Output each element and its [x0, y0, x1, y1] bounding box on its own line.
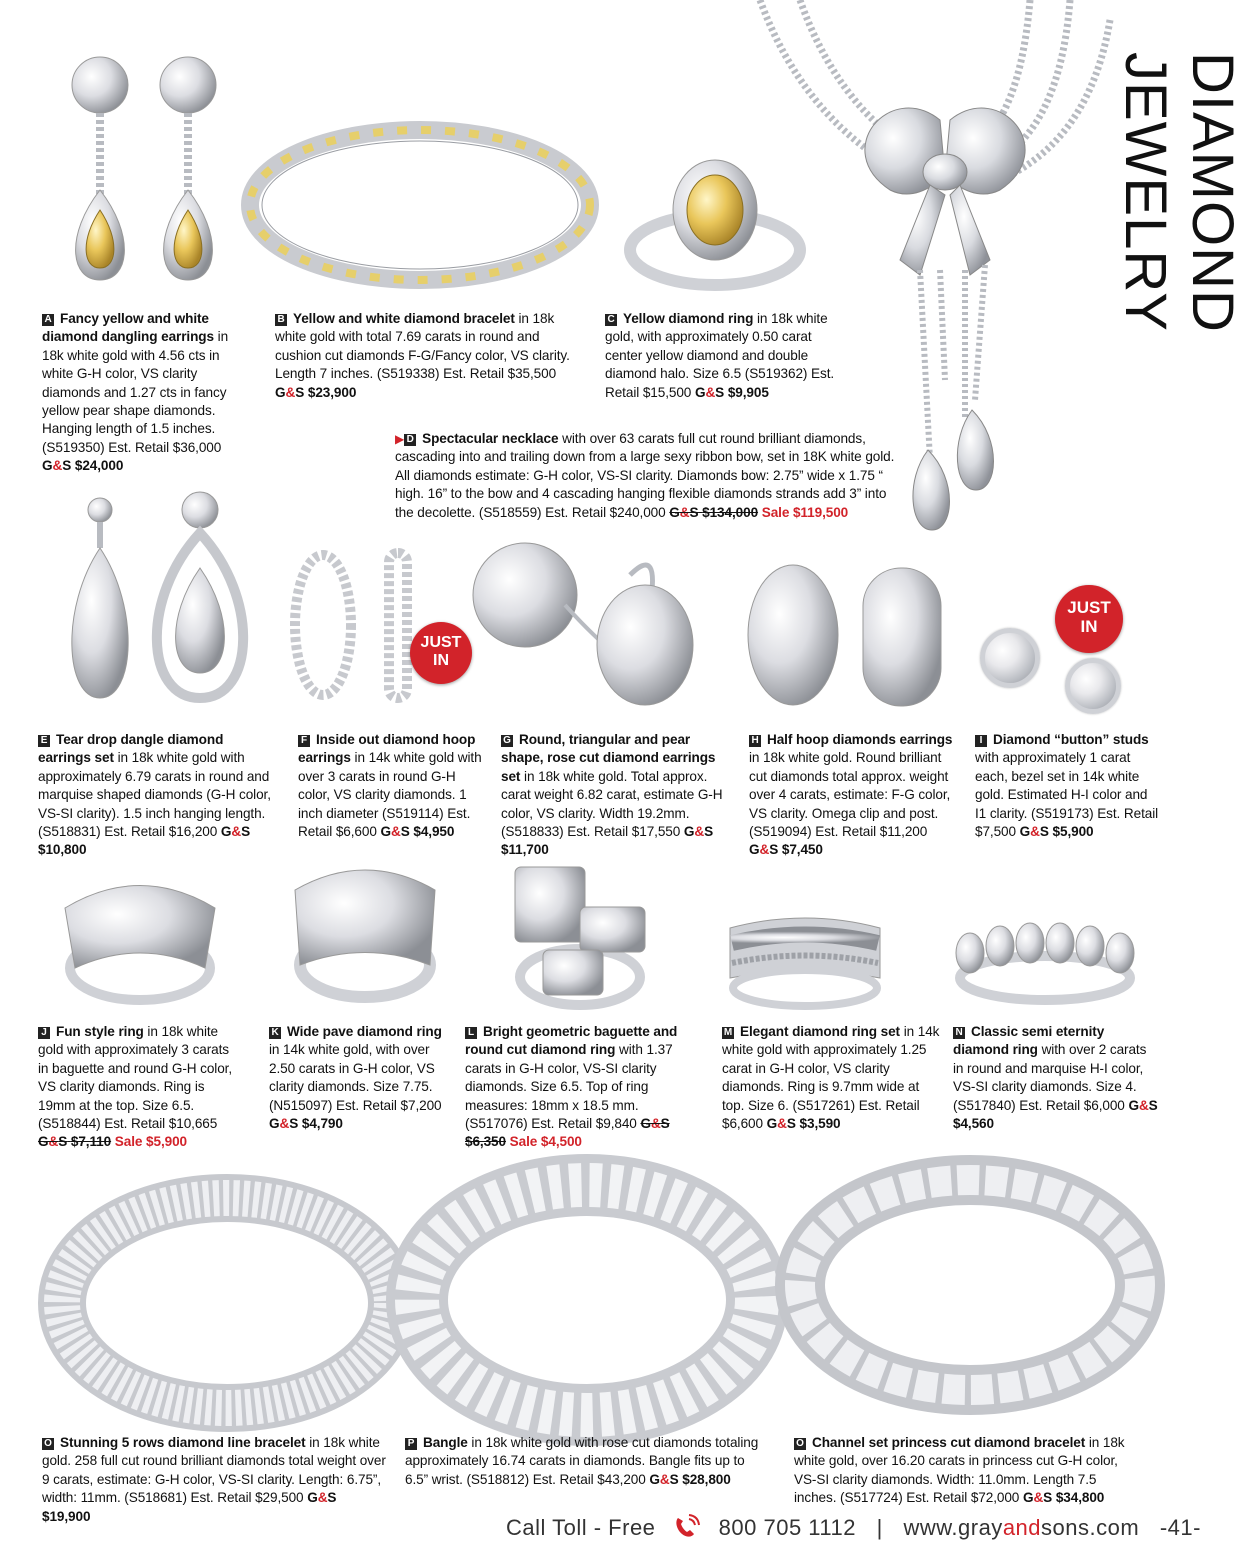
item-h-text: H Half hoop diamonds earrings in 18k white gold. Round brilliant cut diamonds total approx. weight over 4 carats, estimate: F-G color, VS clarity. Omega clip and post. (S519094) Est. Retail $11,200 G&S $7,450 [749, 732, 953, 858]
item-l-text: L Bright geometric baguette and round cut diamond ring with 1.37 carats in G-H color, VS-SI clarity diamonds. Size 6.5. Top of ring measures: 18mm x 18.5 mm. (S517076) Est. Retail $9,840 G&S $6,350 Sale $4,500 [465, 1024, 678, 1150]
item-m-price: $3,590 [799, 1116, 841, 1132]
letter-n: N [953, 1027, 965, 1039]
item-c-price: $9,905 [727, 384, 769, 400]
item-l-name: Bright geometric baguette and round cut diamond ring [465, 1024, 678, 1058]
item-d-name: Spectacular necklace [422, 431, 559, 446]
item-d-old-price: $134,000 [702, 504, 759, 520]
item-l-body: with 1.37 carats in G-H color, VS-SI clarity diamonds. Size 6.5. Top of ring measures: 18mm x 18.5 mm. (S517076) Est. Retail $9,840 [465, 1042, 673, 1132]
letter-f: F [298, 735, 310, 747]
item-b-name: Yellow and white diamond bracelet [293, 311, 515, 326]
letter-m: M [723, 1027, 733, 1038]
item-e-text: E Tear drop dangle diamond earrings set in 18k white gold with approximately 6.79 carats in round and marquise shaped diamonds (G-H color, VS-SI clarity). 1.5 inch hanging length. (S518831) Est. Retail $16,200 G&S $10,800 [38, 732, 271, 858]
item-o2-name: Channel set princess cut diamond bracelet [812, 1435, 1086, 1450]
item-d-text: ▶ D Spectacular necklace with over 63 carats full cut round brilliant diamonds, cascading into and trailing down from a large sexy ribbon bow, set in 18K white gold. All diamonds estimate: G-H color, VS-SI clarity. Diamonds bow: 2.75” wide x 1.75 “ high. 16” to the bow and 4 cascading hanging flexible diamonds strands add 3” into the decolette. (S518559) Est. Retail $240,000 G&S $134,000 Sale $119,500 [395, 431, 895, 520]
letter-e: E [38, 735, 50, 747]
letter-b: B [275, 314, 287, 326]
item-d-body: with over 63 carats full cut round brilliant diamonds, cascading into and trailing down from a large sexy ribbon bow, set in 18K white gold. All diamonds estimate: G-H color, VS-SI clarity. Diamonds bow: 2.75” wide x 1.75 “ high. 16” to the bow and 4 cascading hanging flexible diamonds strands add 3” into the decolette. (S518559) Est. Retail $240,000 [395, 431, 895, 520]
letter-o1: O [42, 1438, 54, 1450]
item-j-text: J Fun style ring in 18k white gold with approximately 3 carats in baguette and round G-H color, VS clarity diamonds. Ring is 19mm at the top. Size 6.5. (S518844) Est. Retail $10,665 G&S $7,110 Sale $5,900 [38, 1024, 233, 1150]
earrings-a-image [55, 40, 235, 290]
ring-c-image [615, 155, 815, 295]
bracelet-o1-image [40, 1175, 415, 1430]
item-p-name: Bangle [423, 1435, 468, 1450]
earrings-g-image [470, 535, 720, 710]
item-g-name: Round, triangular and pear shape, rose cut diamond earrings set [501, 732, 716, 784]
page-title: DIAMOND JEWELRY [1113, 52, 1245, 333]
arrow-right-icon: ▶ [395, 432, 405, 446]
item-c-text: C Yellow diamond ring in 18k white gold, with approximately 0.50 carat center yellow diamond and double diamond halo. Size 6.5 (S519362) Est. Retail $15,500 G&S $9,905 [605, 311, 835, 400]
item-o2-body: in 18k white gold, over 16.20 carats in princess cut G-H color, VS-SI clarity diamonds. Width: 11.0mm. Length 7.5 inches. (S517724) Est. Retail $72,000 [794, 1435, 1125, 1506]
item-f-price: $4,950 [413, 824, 455, 840]
item-o1-body: in 18k white gold. 258 full cut round brilliant diamonds total weight over 9 carats, estimate: G-H color, VS-SI clarity. Length: 6.75”, width: 11mm. (S518681) Est. Retail $29,500 [42, 1435, 386, 1506]
item-n-body: with over 2 carats in round and marquise H-I color, VS-SI clarity diamonds. Size 4. (S517840) Est. Retail $6,000 [953, 1042, 1147, 1113]
just-in-badge-i: JUST IN [1055, 585, 1123, 653]
bracelet-o2-image [775, 1150, 1165, 1420]
item-b-price: $23,900 [307, 384, 357, 400]
item-i-name: Diamond “button” studs [993, 732, 1149, 747]
item-a-text: A Fancy yellow and white diamond dangling earrings in 18k white gold with 4.56 cts in white G-H color, VS clarity diamonds and 1.27 cts in fancy yellow pear shape diamonds. Hanging length of 1.5 inches. (S519350) Est. Retail $36,000 G&S $24,000 [42, 311, 229, 474]
item-k-body: in 14k white gold, with over 2.50 carats in G-H color, VS clarity diamonds. Size 7.75. (N515097) Est. Retail $7,200 [269, 1042, 442, 1113]
item-n-text: N Classic semi eternity diamond ring with over 2 carats in round and marquise H-I color, VS-SI clarity diamonds. Size 4. (S517840) Est. Retail $6,000 G&S $4,560 [953, 1024, 1158, 1132]
item-o1-price: $19,900 [42, 1508, 91, 1524]
bangle-p-image [395, 1150, 780, 1435]
item-g-body: in 18k white gold. Total approx. carat weight 6.82 carat, estimate G-H color, VS clarity. Width 19.2mm. (S518833) Est. Retail $17,550 [501, 768, 723, 840]
earrings-h-image [745, 560, 945, 710]
footer-separator: | [876, 1515, 883, 1540]
item-k-name: Wide pave diamond ring [287, 1024, 442, 1039]
item-g-price: $11,700 [501, 842, 549, 858]
bracelet-b-image [240, 110, 600, 300]
item-b-text: B Yellow and white diamond bracelet in 18k white gold with total 7.69 carats in round and cushion cut diamonds F-G/Fancy color, VS clarity. Length 7 inches. (S519338) Est. Retail $35,500 G&S $23,900 [275, 311, 570, 400]
item-i-price: $5,900 [1052, 824, 1094, 840]
item-f-name: Inside out diamond hoop earrings [298, 732, 476, 766]
item-k-text: K Wide pave diamond ring in 14k white gold, with over 2.50 carats in G-H color, VS clarity diamonds. Size 7.75. (N515097) Est. Retail $7,200 G&S $4,790 [269, 1024, 442, 1132]
letter-g: G [501, 735, 513, 747]
item-o1-text: O Stunning 5 rows diamond line bracelet in 18k white gold. 258 full cut round brilliant diamonds total weight over 9 carats, estimate: G-H color, VS-SI clarity. Length: 6.75”, width: 11mm. (S518681) Est. Retail $29,500 G&S $19,900 [42, 1435, 386, 1524]
letter-d: D [404, 434, 416, 446]
letter-a: A [42, 314, 54, 326]
letter-o2: O [794, 1438, 806, 1450]
item-g-text: G Round, triangular and pear shape, rose cut diamond earrings set in 18k white gold. Total approx. carat weight 6.82 carat, estimate G-H color, VS clarity. Width 19.2mm. (S518833) Est. Retail $17,550 G&S $11,700 [501, 732, 723, 858]
item-i-body: with approximately 1 carat each, bezel set in 14k white gold. Estimated H-I color and I1 clarity. (S519173) Est. Retail $7,500 [975, 750, 1159, 840]
item-e-price: $10,800 [38, 842, 87, 858]
item-h-body: in 18k white gold. Round brilliant cut diamonds total approx. weight over 4 carats, estimate: F-G color, VS clarity. Omega clip and post. (S519094) Est. Retail $11,200 [749, 750, 951, 840]
item-p-body: in 18k white gold with rose cut diamonds totaling approximately 16.74 carats in diamonds. Bangle fits up to 6.5” wrist. (S518812) Est. Retail $43,200 [405, 1435, 759, 1487]
letter-i: I [975, 735, 987, 747]
stud-left-image [980, 628, 1040, 688]
footer-call-label: Call Toll - Free [506, 1515, 656, 1540]
letter-k: K [269, 1027, 281, 1039]
item-c-body: in 18k white gold, with approximately 0.50 carat center yellow diamond and double diamond halo. Size 6.5 (S519362) Est. Retail $15,500 [605, 311, 835, 400]
ring-l-image [505, 862, 655, 1012]
item-o1-name: Stunning 5 rows diamond line bracelet [60, 1435, 306, 1450]
item-d-sale: Sale $119,500 [761, 504, 849, 520]
phone-icon [672, 1515, 700, 1539]
item-a-price: $24,000 [74, 458, 124, 474]
earrings-e-image [55, 488, 255, 718]
item-b-body: in 18k white gold with total 7.69 carats in round and cushion cut diamonds F-G/Fancy color, VS clarity. Length 7 inches. (S519338) Est. Retail $35,500 [275, 311, 570, 382]
ring-n-image [950, 918, 1140, 1008]
just-in-badge-f: JUST IN [410, 622, 472, 684]
item-l-old-price: $6,350 [465, 1134, 506, 1150]
item-f-body: in 14k white gold with over 3 carats in round G-H color, VS clarity diamonds. 1 inch diameter (S519114) Est. Retail $6,600 [298, 750, 482, 840]
item-e-name: Tear drop dangle diamond earrings set [38, 732, 224, 766]
item-j-name: Fun style ring [56, 1024, 144, 1039]
page-number: -41- [1159, 1515, 1201, 1540]
item-c-name: Yellow diamond ring [623, 311, 754, 326]
item-l-sale: Sale $4,500 [509, 1134, 582, 1150]
footer-phone[interactable]: 800 705 1112 [718, 1515, 856, 1540]
letter-p: P [405, 1438, 417, 1450]
item-e-body: in 18k white gold with approximately 6.79 carats in round and marquise shaped diamonds (G-H color, VS-SI clarity). 1.5 inch hanging length. (S518831) Est. Retail $16,200 [38, 750, 271, 840]
item-m-body: in 14k white gold with approximately 1.25 carat in G-H color, VS clarity diamonds. Ring is 9.7mm wide at top. Size 6. (S517261) Est. Retail $6,600 [722, 1024, 940, 1132]
item-j-body: in 18k white gold with approximately 3 carats in baguette and round G-H color, VS clarity diamonds. Ring is 19mm at the top. Size 6.5. (S518844) Est. Retail $10,665 [38, 1024, 233, 1132]
item-m-name: Elegant diamond ring set [740, 1024, 900, 1039]
item-p-price: $28,800 [682, 1471, 731, 1487]
letter-c: C [605, 314, 617, 326]
item-a-name: Fancy yellow and white diamond dangling earrings [42, 311, 214, 345]
item-k-price: $4,790 [301, 1116, 343, 1132]
item-p-text: P Bangle in 18k white gold with rose cut diamonds totaling approximately 16.74 carats in diamonds. Bangle fits up to 6.5” wrist. (S518812) Est. Retail $43,200 G&S $28,800 [405, 1435, 759, 1487]
item-j-old-price: $7,110 [70, 1134, 112, 1150]
stud-right-image [1065, 658, 1121, 714]
item-i-text: I Diamond “button” studs with approximately 1 carat each, bezel set in 14k white gold. Estimated H-I color and I1 clarity. (S519173) Est. Retail $7,500 G&S $5,900 [975, 732, 1159, 840]
item-m-text: M Elegant diamond ring set in 14k white gold with approximately 1.25 carat in G-H color, VS clarity diamonds. Ring is 9.7mm wide at top. Size 6. (S517261) Est. Retail $6,600 G&S $3,590 [722, 1024, 940, 1132]
earrings-f-image [285, 545, 425, 705]
ring-m-image [720, 908, 890, 1013]
item-f-text: F Inside out diamond hoop earrings in 14k white gold with over 3 carats in round G-H color, VS clarity diamonds. 1 inch diameter (S519114) Est. Retail $6,600 G&S $4,950 [298, 732, 482, 840]
letter-h: H [749, 735, 761, 747]
item-n-name: Classic semi eternity diamond ring [953, 1024, 1105, 1058]
item-n-price: $4,560 [953, 1116, 994, 1132]
item-h-name: Half hoop diamonds earrings [767, 732, 953, 747]
letter-l: L [465, 1027, 477, 1039]
item-a-body: in 18k white gold with 4.56 cts in white G-H color, VS clarity diamonds and 1.27 cts in fancy yellow pear shape diamonds. Hanging length of 1.5 inches. (S519350) Est. Retail $36,000 [42, 329, 229, 455]
ring-j-image [55, 868, 225, 1008]
letter-j: J [38, 1027, 50, 1039]
item-j-sale: Sale $5,900 [114, 1134, 187, 1150]
footer [506, 1515, 1201, 1547]
footer-website[interactable]: www.grayandsons.com [903, 1515, 1140, 1540]
item-h-price: $7,450 [781, 842, 823, 858]
ring-k-image [285, 855, 445, 1005]
item-o2-price: $34,800 [1055, 1490, 1105, 1506]
item-o2-text: O Channel set princess cut diamond bracelet in 18k white gold, over 16.20 carats in princess cut G-H color, VS-SI clarity diamonds. Width: 11.0mm. Length 7.5 inches. (S517724) Est. Retail $72,000 G&S $34,800 [794, 1435, 1125, 1506]
